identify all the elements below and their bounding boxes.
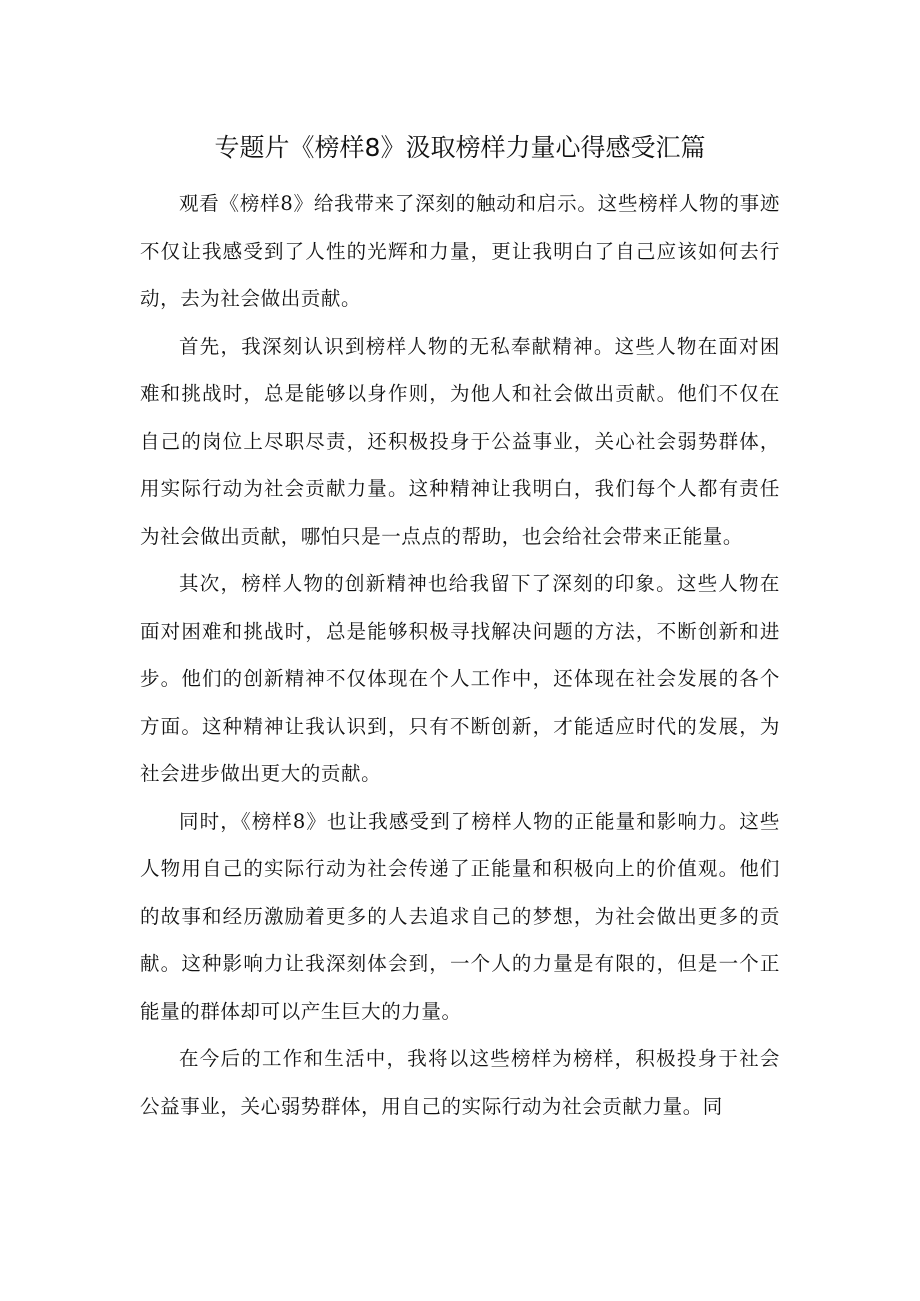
paragraph-meanwhile: 同时，《榜样8》也让我感受到了榜样人物的正能量和影响力。这些人物用自己的实际行动为社会传递了正能量和积极向上的价值观。他们的故事和经历激励着更多的人去追求自己的梦想，为社会做出更多的贡献。这种影响力让我深刻体会到，一个人的力量是有限的，但是一个正能量的群体却可以产生巨大的力量。 (140, 809, 780, 1023)
paragraph-second: 其次，榜样人物的创新精神也给我留下了深刻的印象。这些人物在面对困难和挑战时，总是能够积极寻找解决问题的方法，不断创新和进步。他们的创新精神不仅体现在个人工作中，还体现在社会发展的各个方面。这种精神让我认识到，只有不断创新，才能适应时代的发展，为社会进步做出更大的贡献。 (140, 572, 780, 785)
paragraph-future: 在今后的工作和生活中，我将以这些榜样为榜样，积极投身于社会公益事业，关心弱势群体，用自己的实际行动为社会贡献力量。同 (140, 1047, 780, 1118)
document-title: 专题片《榜样8》汲取榜样力量心得感受汇篇 (214, 133, 706, 162)
paragraph-intro: 观看《榜样8》给我带来了深刻的触动和启示。这些榜样人物的事迹不仅让我感受到了人性的光辉和力量，更让我明白了自己应该如何去行动，去为社会做出贡献。 (140, 192, 780, 310)
paragraph-first: 首先，我深刻认识到榜样人物的无私奉献精神。这些人物在面对困难和挑战时，总是能够以身作则，为他人和社会做出贡献。他们不仅在自己的岗位上尽职尽责，还积极投身于公益事业，关心社会弱势群体，用实际行动为社会贡献力量。这种精神让我明白，我们每个人都有责任为社会做出贡献，哪怕只是一点点的帮助，也会给社会带来正能量。 (140, 334, 780, 548)
document-body (140, 180, 780, 1130)
